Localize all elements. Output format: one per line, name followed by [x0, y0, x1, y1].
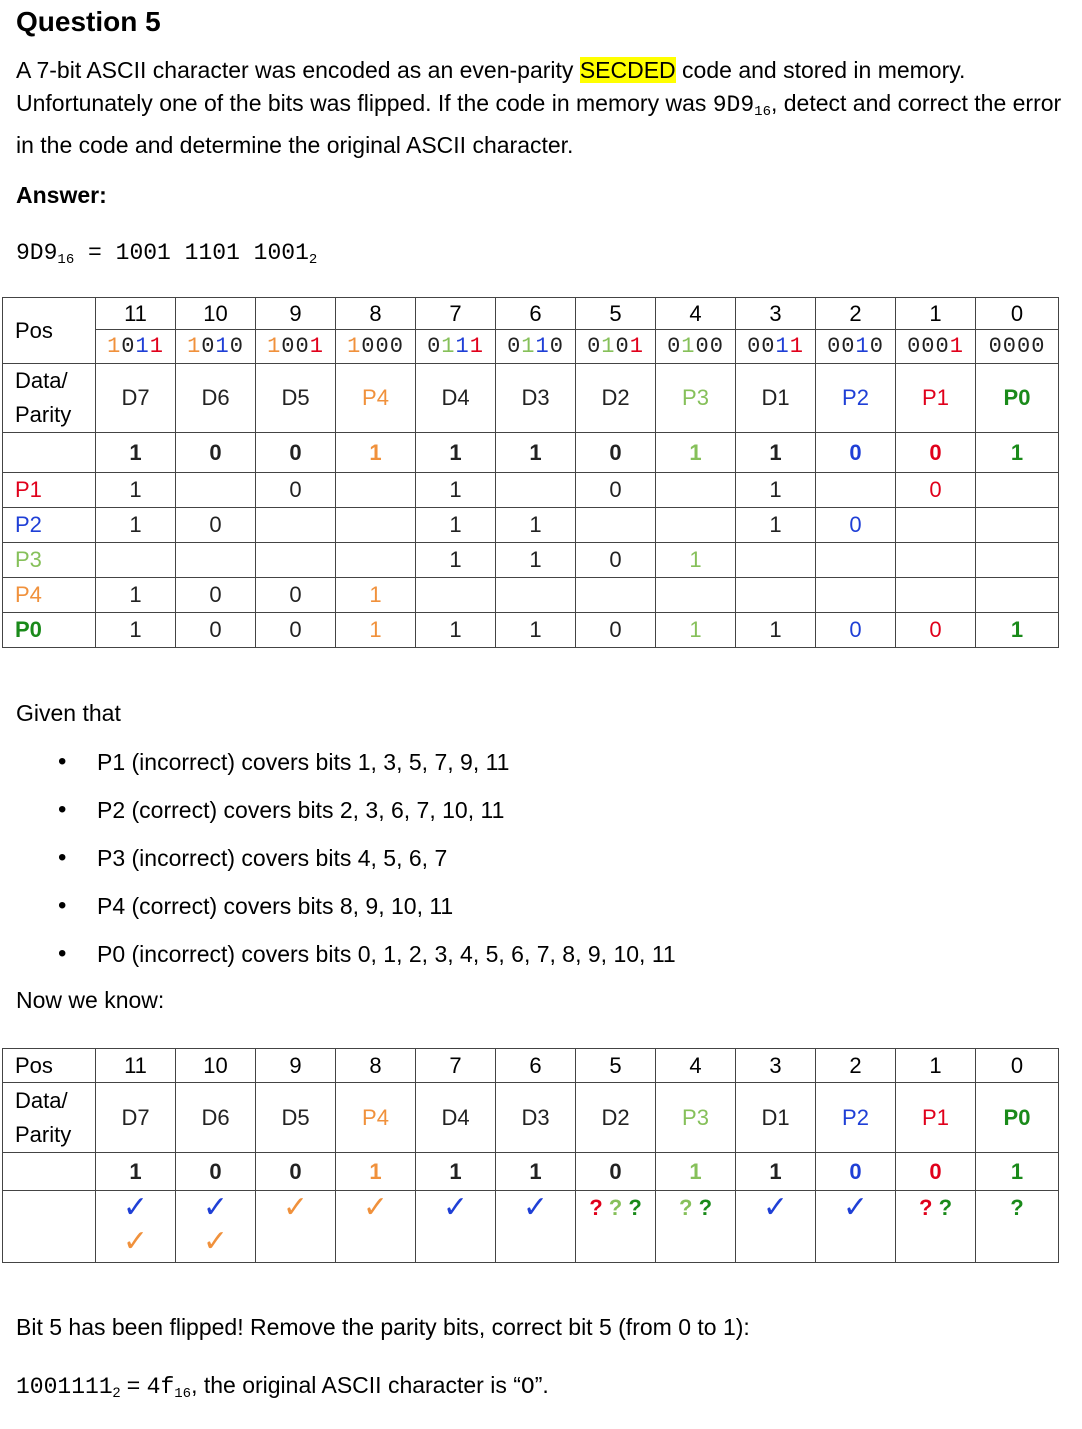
cell — [816, 578, 896, 613]
name-p2: P2 — [816, 364, 896, 433]
cell — [496, 578, 576, 613]
cell: 1 — [496, 508, 576, 543]
cell: 0 — [576, 473, 656, 508]
name-row — [3, 364, 1059, 433]
check-10 — [176, 1191, 256, 1263]
value-1: 0 — [896, 1153, 976, 1191]
cell — [336, 508, 416, 543]
pos-label: Pos — [3, 298, 96, 364]
cell — [256, 508, 336, 543]
row-label-p4: P4 — [3, 578, 96, 613]
name-row — [3, 1083, 1059, 1153]
cell — [816, 543, 896, 578]
coverage-list — [52, 740, 676, 980]
parity-row-p0 — [3, 613, 1059, 648]
check-0 — [976, 1191, 1059, 1263]
name-p1: P1 — [896, 364, 976, 433]
value-5: 0 — [576, 433, 656, 473]
parity-row-p3 — [3, 543, 1059, 578]
value-10: 0 — [176, 433, 256, 473]
cell — [256, 543, 336, 578]
pos-0: 0 — [976, 1049, 1059, 1083]
check-1 — [896, 1191, 976, 1263]
cell — [656, 578, 736, 613]
value-10: 0 — [176, 1153, 256, 1191]
pos-5: 5 — [576, 1049, 656, 1083]
value-2: 0 — [816, 1153, 896, 1191]
parity-row-p4 — [3, 578, 1059, 613]
cell — [656, 508, 736, 543]
name-d3: D3 — [496, 364, 576, 433]
coverage-item: • P4 (correct) covers bits 8, 9, 10, 11 — [52, 884, 676, 932]
cell — [976, 543, 1059, 578]
cell — [336, 473, 416, 508]
cell — [656, 473, 736, 508]
parity-row-p1 — [3, 473, 1059, 508]
check-icon: ✓ — [362, 1191, 389, 1224]
pos-9: 9 — [256, 1049, 336, 1083]
value-9: 0 — [256, 433, 336, 473]
name-p0: P0 — [976, 364, 1059, 433]
cell: 0 — [176, 613, 256, 648]
check-5 — [576, 1191, 656, 1263]
cell: 1 — [96, 508, 176, 543]
cell: 1 — [496, 543, 576, 578]
pos-label: Pos — [3, 1049, 96, 1083]
pos-8: 8 — [336, 298, 416, 330]
value-4: 1 — [656, 1153, 736, 1191]
pos-6: 6 — [496, 1049, 576, 1083]
value-7: 1 — [416, 1153, 496, 1191]
cell: 0 — [176, 578, 256, 613]
binary-5: 0101 — [576, 330, 656, 364]
cell: 1 — [656, 543, 736, 578]
check-icon: ✓ — [122, 1225, 149, 1258]
row-label-p3: P3 — [3, 543, 96, 578]
name-p3: P3 — [656, 364, 736, 433]
check-icon: ✓ — [202, 1225, 229, 1258]
cell: 1 — [736, 613, 816, 648]
check-8 — [336, 1191, 416, 1263]
cell — [336, 543, 416, 578]
value-3: 1 — [736, 1153, 816, 1191]
name-d4: D4 — [416, 1083, 496, 1153]
pos-2: 2 — [816, 298, 896, 330]
pos-1: 1 — [896, 1049, 976, 1083]
value-row — [3, 1153, 1059, 1191]
pos-0: 0 — [976, 298, 1059, 330]
pos-2: 2 — [816, 1049, 896, 1083]
position-row — [3, 298, 1059, 330]
binary-11: 1011 — [96, 330, 176, 364]
cell — [576, 508, 656, 543]
question-title: Question 5 — [16, 6, 161, 37]
cell: 0 — [816, 613, 896, 648]
pos-6: 6 — [496, 298, 576, 330]
cell: 0 — [176, 508, 256, 543]
name-d1: D1 — [736, 1083, 816, 1153]
conclusion-text: Bit 5 has been flipped! Remove the parity bits, correct bit 5 (from 0 to 1): — [16, 1314, 750, 1340]
parity-table — [2, 297, 1059, 648]
pos-11: 11 — [96, 1049, 176, 1083]
name-d6: D6 — [176, 1083, 256, 1153]
name-p4: P4 — [336, 364, 416, 433]
check-11 — [96, 1191, 176, 1263]
cell — [816, 473, 896, 508]
position-row — [3, 1049, 1059, 1083]
pos-4: 4 — [656, 1049, 736, 1083]
check-icon: ✓ — [762, 1191, 789, 1224]
hex-conversion: $9D9_{16} = 1001$ 1101 $1001_2$ — [16, 240, 318, 268]
binary-row — [3, 330, 1059, 364]
value-row — [3, 433, 1059, 473]
answer-label: Answer: — [16, 182, 107, 208]
secded-highlight: SECDED — [579, 57, 676, 83]
pos-4: 4 — [656, 298, 736, 330]
cell: 0 — [576, 543, 656, 578]
cell: 0 — [896, 613, 976, 648]
value-2: 0 — [816, 433, 896, 473]
binary-7: 0111 — [416, 330, 496, 364]
value-4: 1 — [656, 433, 736, 473]
cell: 0 — [256, 613, 336, 648]
cell: 0 — [816, 508, 896, 543]
name-d6: D6 — [176, 364, 256, 433]
name-d2: D2 — [576, 1083, 656, 1153]
value-5: 0 — [576, 1153, 656, 1191]
data-parity-label: Data/ Parity — [3, 1083, 96, 1153]
binary-2: 0010 — [816, 330, 896, 364]
cell — [96, 543, 176, 578]
check-icon: ✓ — [282, 1191, 309, 1224]
cell — [176, 473, 256, 508]
check-row — [3, 1191, 1059, 1263]
binary-0: 0000 — [976, 330, 1059, 364]
cell: 1 — [976, 613, 1059, 648]
value-8: 1 — [336, 1153, 416, 1191]
row-label-p2: P2 — [3, 508, 96, 543]
now-label: Now we know: — [16, 987, 165, 1013]
value-11: 1 — [96, 433, 176, 473]
cell — [896, 543, 976, 578]
cell: 1 — [96, 578, 176, 613]
pos-1: 1 — [896, 298, 976, 330]
cell: 0 — [576, 613, 656, 648]
row-label-p1: P1 — [3, 473, 96, 508]
result-text: $1001111_2 = 4f_{16}$, the original ASCII character is “O”. — [16, 1372, 549, 1402]
pos-8: 8 — [336, 1049, 416, 1083]
value-3: 1 — [736, 433, 816, 473]
coverage-item: • P0 (incorrect) covers bits 0, 1, 2, 3, 4, 5, 6, 7, 8, 9, 10, 11 — [52, 932, 676, 980]
cell — [896, 578, 976, 613]
value-6: 1 — [496, 433, 576, 473]
check-icon: ✓ — [842, 1191, 869, 1224]
name-d1: D1 — [736, 364, 816, 433]
check-4 — [656, 1191, 736, 1263]
pos-7: 7 — [416, 298, 496, 330]
cell: 0 — [256, 578, 336, 613]
binary-9: 1001 — [256, 330, 336, 364]
value-7: 1 — [416, 433, 496, 473]
check-9 — [256, 1191, 336, 1263]
cell — [736, 543, 816, 578]
cell: 0 — [256, 473, 336, 508]
binary-4: 0100 — [656, 330, 736, 364]
binary-6: 0110 — [496, 330, 576, 364]
coverage-item: • P1 (incorrect) covers bits 1, 3, 5, 7, 9, 11 — [52, 740, 676, 788]
cell — [896, 508, 976, 543]
given-label: Given that — [16, 700, 121, 726]
row-label-p0: P0 — [3, 613, 96, 648]
value-6: 1 — [496, 1153, 576, 1191]
name-d7: D7 — [96, 364, 176, 433]
cell: 1 — [496, 613, 576, 648]
value-11: 1 — [96, 1153, 176, 1191]
name-p4: P4 — [336, 1083, 416, 1153]
value-1: 0 — [896, 433, 976, 473]
check-icon: ✓ — [522, 1191, 549, 1224]
question-mark: ? ? — [678, 1195, 713, 1220]
cell: 1 — [96, 613, 176, 648]
question-text: A 7-bit ASCII character was encoded as an even-parity SECDED code and stored in memory. Unfortunately one of the bits was flipped. If the code in memory was $9D9_{16}$, detect and correct the error in the code and determine the original ASCII character. — [16, 57, 1062, 158]
name-d3: D3 — [496, 1083, 576, 1153]
pos-10: 10 — [176, 1049, 256, 1083]
check-6 — [496, 1191, 576, 1263]
cell: 1 — [96, 473, 176, 508]
pos-3: 3 — [736, 1049, 816, 1083]
value-8: 1 — [336, 433, 416, 473]
name-d7: D7 — [96, 1083, 176, 1153]
cell: 1 — [416, 543, 496, 578]
pos-5: 5 — [576, 298, 656, 330]
name-d5: D5 — [256, 364, 336, 433]
pos-9: 9 — [256, 298, 336, 330]
pos-11: 11 — [96, 298, 176, 330]
correction-table — [2, 1048, 1059, 1263]
question-mark: ? ? — [918, 1195, 953, 1220]
pos-3: 3 — [736, 298, 816, 330]
name-p1: P1 — [896, 1083, 976, 1153]
cell — [976, 508, 1059, 543]
cell: 1 — [416, 473, 496, 508]
value-0: 1 — [976, 1153, 1059, 1191]
cell — [176, 543, 256, 578]
value-0: 1 — [976, 433, 1059, 473]
cell — [416, 578, 496, 613]
binary-10: 1010 — [176, 330, 256, 364]
pos-10: 10 — [176, 298, 256, 330]
cell: 1 — [336, 613, 416, 648]
binary-8: 1000 — [336, 330, 416, 364]
check-3 — [736, 1191, 816, 1263]
check-7 — [416, 1191, 496, 1263]
coverage-item: • P2 (correct) covers bits 2, 3, 6, 7, 10, 11 — [52, 788, 676, 836]
cell: 1 — [656, 613, 736, 648]
cell: 0 — [896, 473, 976, 508]
question-mark: ? ? ? — [589, 1195, 642, 1220]
binary-3: 0011 — [736, 330, 816, 364]
value-9: 0 — [256, 1153, 336, 1191]
cell: 1 — [416, 508, 496, 543]
name-d2: D2 — [576, 364, 656, 433]
name-p2: P2 — [816, 1083, 896, 1153]
binary-1: 0001 — [896, 330, 976, 364]
name-d4: D4 — [416, 364, 496, 433]
data-parity-label: Data/ Parity — [3, 364, 96, 433]
pos-7: 7 — [416, 1049, 496, 1083]
cell — [576, 578, 656, 613]
check-icon: ✓ — [122, 1191, 149, 1224]
check-2 — [816, 1191, 896, 1263]
name-p0: P0 — [976, 1083, 1059, 1153]
coverage-item: • P3 (incorrect) covers bits 4, 5, 6, 7 — [52, 836, 676, 884]
question-mark: ? — [1010, 1195, 1024, 1220]
parity-row-p2 — [3, 508, 1059, 543]
cell: 1 — [416, 613, 496, 648]
check-icon: ✓ — [202, 1191, 229, 1224]
cell — [976, 578, 1059, 613]
name-d5: D5 — [256, 1083, 336, 1153]
cell — [736, 578, 816, 613]
cell: 1 — [336, 578, 416, 613]
name-p3: P3 — [656, 1083, 736, 1153]
cell — [496, 473, 576, 508]
cell: 1 — [736, 508, 816, 543]
cell — [976, 473, 1059, 508]
cell: 1 — [736, 473, 816, 508]
check-icon: ✓ — [442, 1191, 469, 1224]
